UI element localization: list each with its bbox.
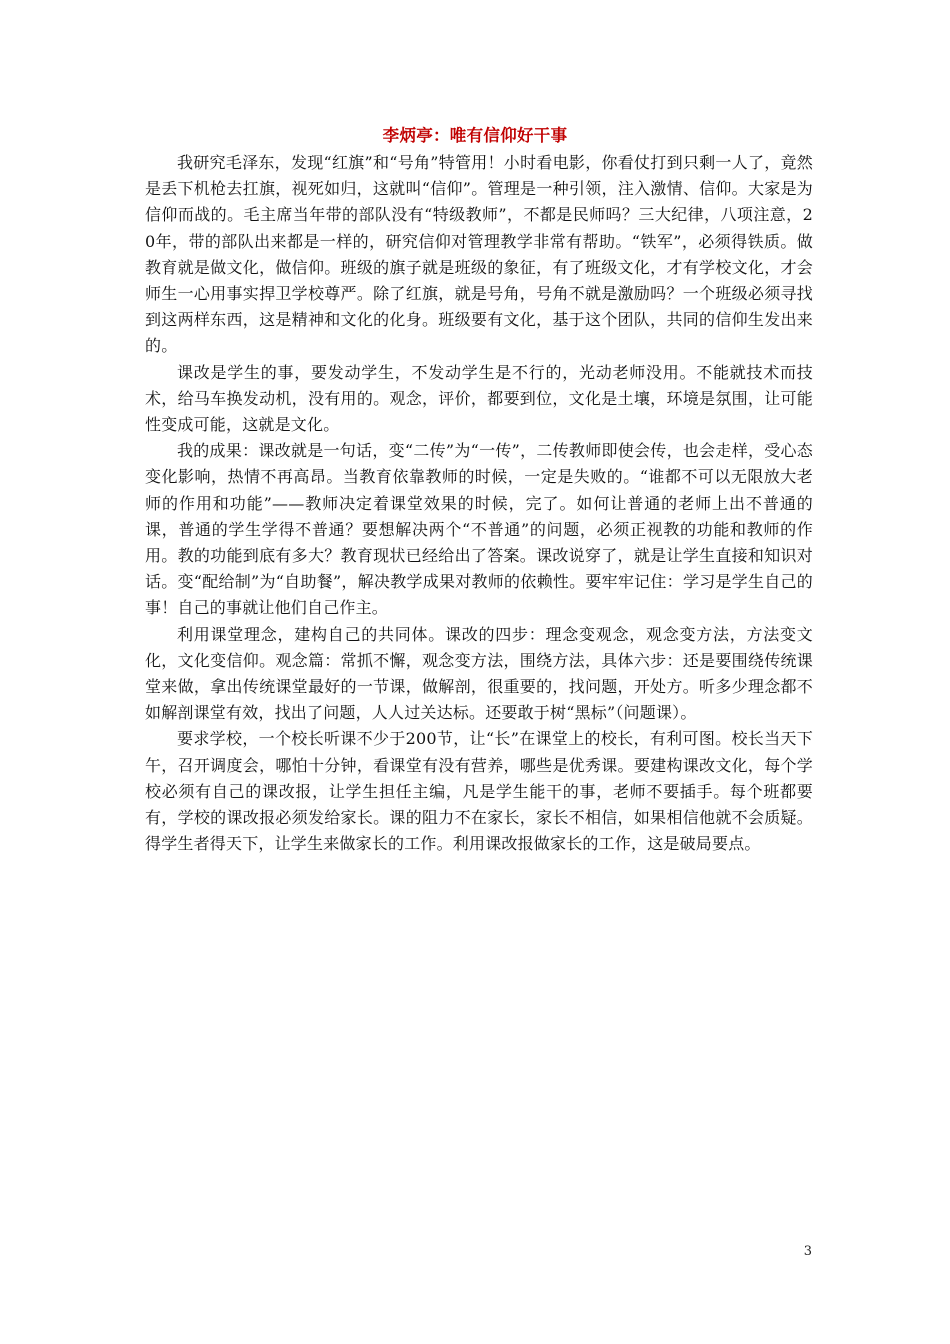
paragraph-1: 我研究毛泽东，发现“红旗”和“号角”特管用！小时看电影，你看仗打到只剩一人了，竟然是丢下机枪去扛旗，视死如归，这就叫“信仰”。管理是一种引领，注入激情、信仰。大家是为信仰而战的。毛主席当年带的部队没有“特级教师”，不都是民师吗？三大纪律，八项注意，20年，带的部队出来都是一样的，研究信仰对管理教学非常有帮助。“铁军”，必须得铁质。做教育就是做文化，做信仰。班级的旗子就是班级的象征，有了班级文化，才有学校文化，才会师生一心用事实捍卫学校尊严。除了红旗，就是号角，号角不就是激励吗？一个班级必须寻找到这两样东西，这是精神和文化的化身。班级要有文化，基于这个团队，共同的信仰生发出来的。 <box>145 153 813 356</box>
paragraph-4: 利用课堂理念，建构自己的共同体。课改的四步：理念变观念，观念变方法，方法变文化，文化变信仰。观念篇：常抓不懈，观念变方法，围绕方法，具体六步：还是要围绕传统课堂来做，拿出传统课堂最好的一节课，做解剖，很重要的，找问题，开处方。听多少理念都不如解剖课堂有效，找出了问题，人人过关达标。还要敢于树“黑标”（问题课）。 <box>145 624 813 723</box>
paragraph-3: 我的成果：课改就是一句话，变“二传”为“一传”，二传教师即使会传，也会走样，受心态变化影响，热情不再高昂。当教育依靠教师的时候，一定是失败的。“谁都不可以无限放大老师的作用和功能”——教师决定着课堂效果的时候，完了。如何让普通的老师上出不普通的课，普通的学生学得不普通？要想解决两个“不普通”的问题，必须正视教的功能和教师的作用。教的功能到底有多大？教育现状已经给出了答案。课改说穿了，就是让学生直接和知识对话。变“配给制”为“自助餐”，解决教学成果对教师的依赖性。要牢牢记住：学习是学生自己的事！自己的事就让他们自己作主。 <box>145 441 813 618</box>
paragraph-2: 课改是学生的事，要发动学生，不发动学生是不行的，光动老师没用。不能就技术而技术，给马车换发动机，没有用的。观念，评价，都要到位，文化是土壤，环境是氛围，让可能性变成可能，这就是文化。 <box>145 362 813 435</box>
paragraph-5: 要求学校，一个校长听课不少于200节，让“长”在课堂上的校长，有利可图。校长当天下午，召开调度会，哪怕十分钟，看课堂有没有营养，哪些是优秀课。要建构课改文化，每个学校必须有自己的课改报，让学生担任主编，凡是学生能干的事，老师不要插手。每个班都要有，学校的课改报必须发给家长。课的阻力不在家长，家长不相信，如果相信他就不会质疑。得学生者得天下，让学生来做家长的工作。利用课改报做家长的工作，这是破局要点。 <box>145 729 813 854</box>
document-body <box>145 150 813 857</box>
page-number: 3 <box>803 1244 812 1259</box>
document-title: 李炳亭：唯有信仰好干事 <box>382 126 568 145</box>
